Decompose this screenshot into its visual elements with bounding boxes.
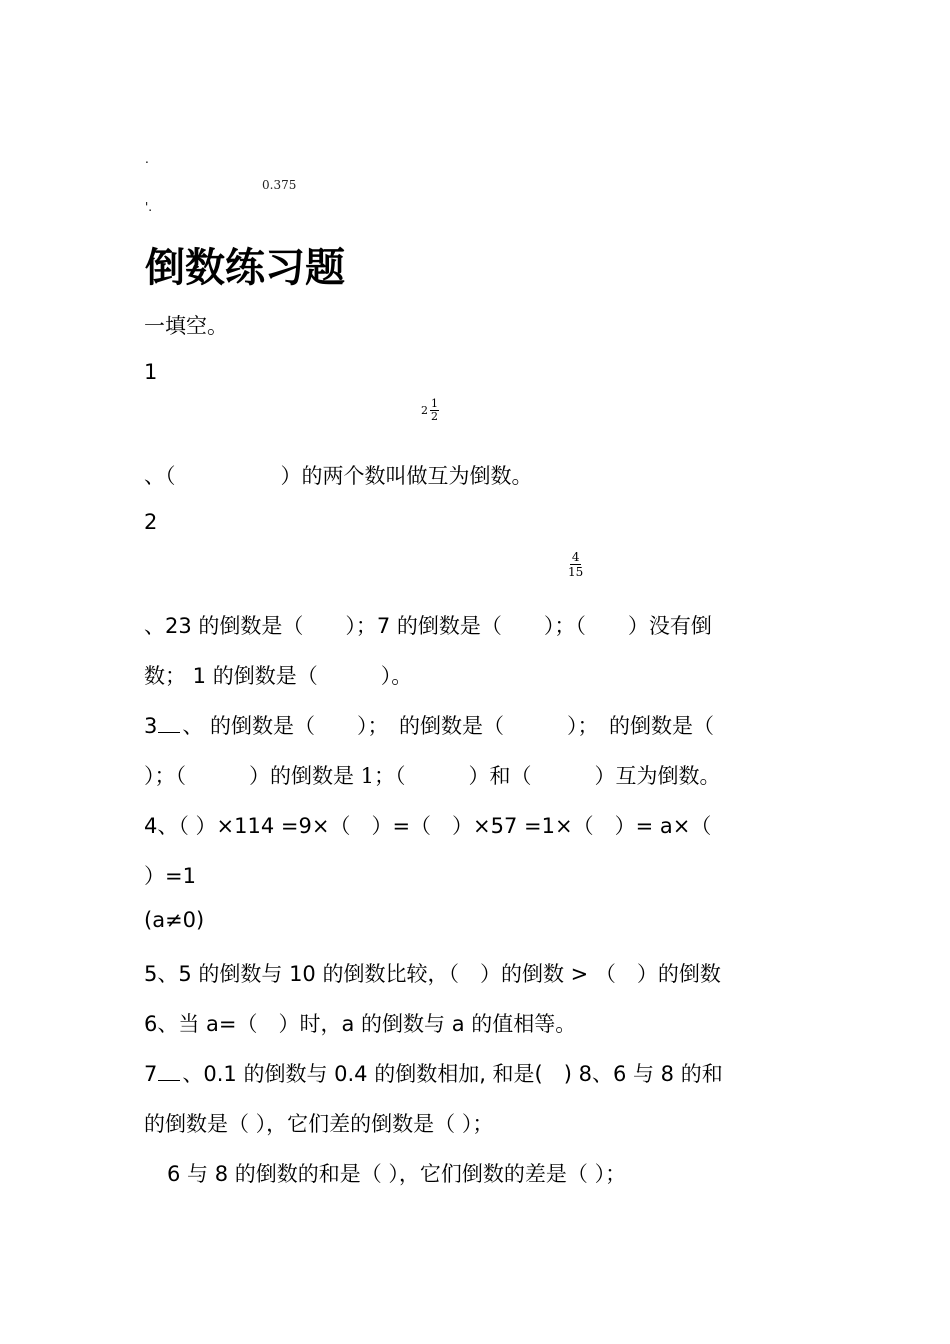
q7-line-3: 6 与 8 的倒数的和是（ ），它们倒数的差是（ ）； [167,1162,627,1186]
q2-line-2: 数； 1 的倒数是（ ）。 [144,664,413,688]
q2-number: 2 [144,510,158,534]
q2-fraction [568,546,583,579]
q4-line-2: ）=1 [144,864,196,888]
q2-line-1: 、23 的倒数是（ ）；7 的倒数是（ ）；（ ）没有倒 [144,614,712,638]
q4-line-3: (a≠0) [144,908,205,932]
stray-dot-mark: . [145,152,149,166]
q7-line-2: 的倒数是（ ），它们差的倒数是（ ）； [144,1112,494,1136]
q7-line-1 [144,1058,723,1088]
q1-number: 1 [144,360,158,384]
q3-number: 3 [144,714,158,738]
q7-number: 7 [144,1062,158,1086]
q1-fraction [430,398,439,423]
q1-fraction-denominator: 2 [431,410,438,423]
q3-line-1 [144,710,714,740]
q5-text: 5、5 的倒数与 10 的倒数比较，（ ）的倒数 > （ ）的倒数 [144,962,721,986]
q3-line-2: ）；（ ）的倒数是 1；（ ）和（ ）互为倒数。 [144,764,721,788]
q7-line-1-text: 、0.1 的倒数与 0.4 的倒数相加, 和是( ) 8、6 与 8 的和 [182,1062,723,1086]
q2-fraction-numerator: 4 [571,550,580,564]
section-heading: 一填空。 [144,314,228,338]
q4-line-1: 4、（ ）×114 =9×（ ）=（ ）×57 =1×（ ）= a×（ [144,814,712,838]
q6-text: 6、当 a=（ ）时，a 的倒数与 a 的值相等。 [144,1012,577,1036]
q1-mixed-fraction [421,398,439,423]
page-title: 倒数练习题 [145,244,345,291]
q7-blank-underline [158,1079,180,1081]
q2-fraction-denominator: 15 [568,565,584,579]
q1-fraction-numerator: 1 [431,397,438,410]
stray-quote-mark: '. [145,200,153,214]
q1-text: 、（ ）的两个数叫做互为倒数。 [144,464,533,488]
decimal-value: 0.375 [262,178,297,192]
q3-blank-underline [158,731,180,733]
q3-line-1-text: 、 的倒数是（ ）； 的倒数是（ ）； 的倒数是（ [182,714,715,738]
q1-mixed-whole: 2 [421,404,428,417]
